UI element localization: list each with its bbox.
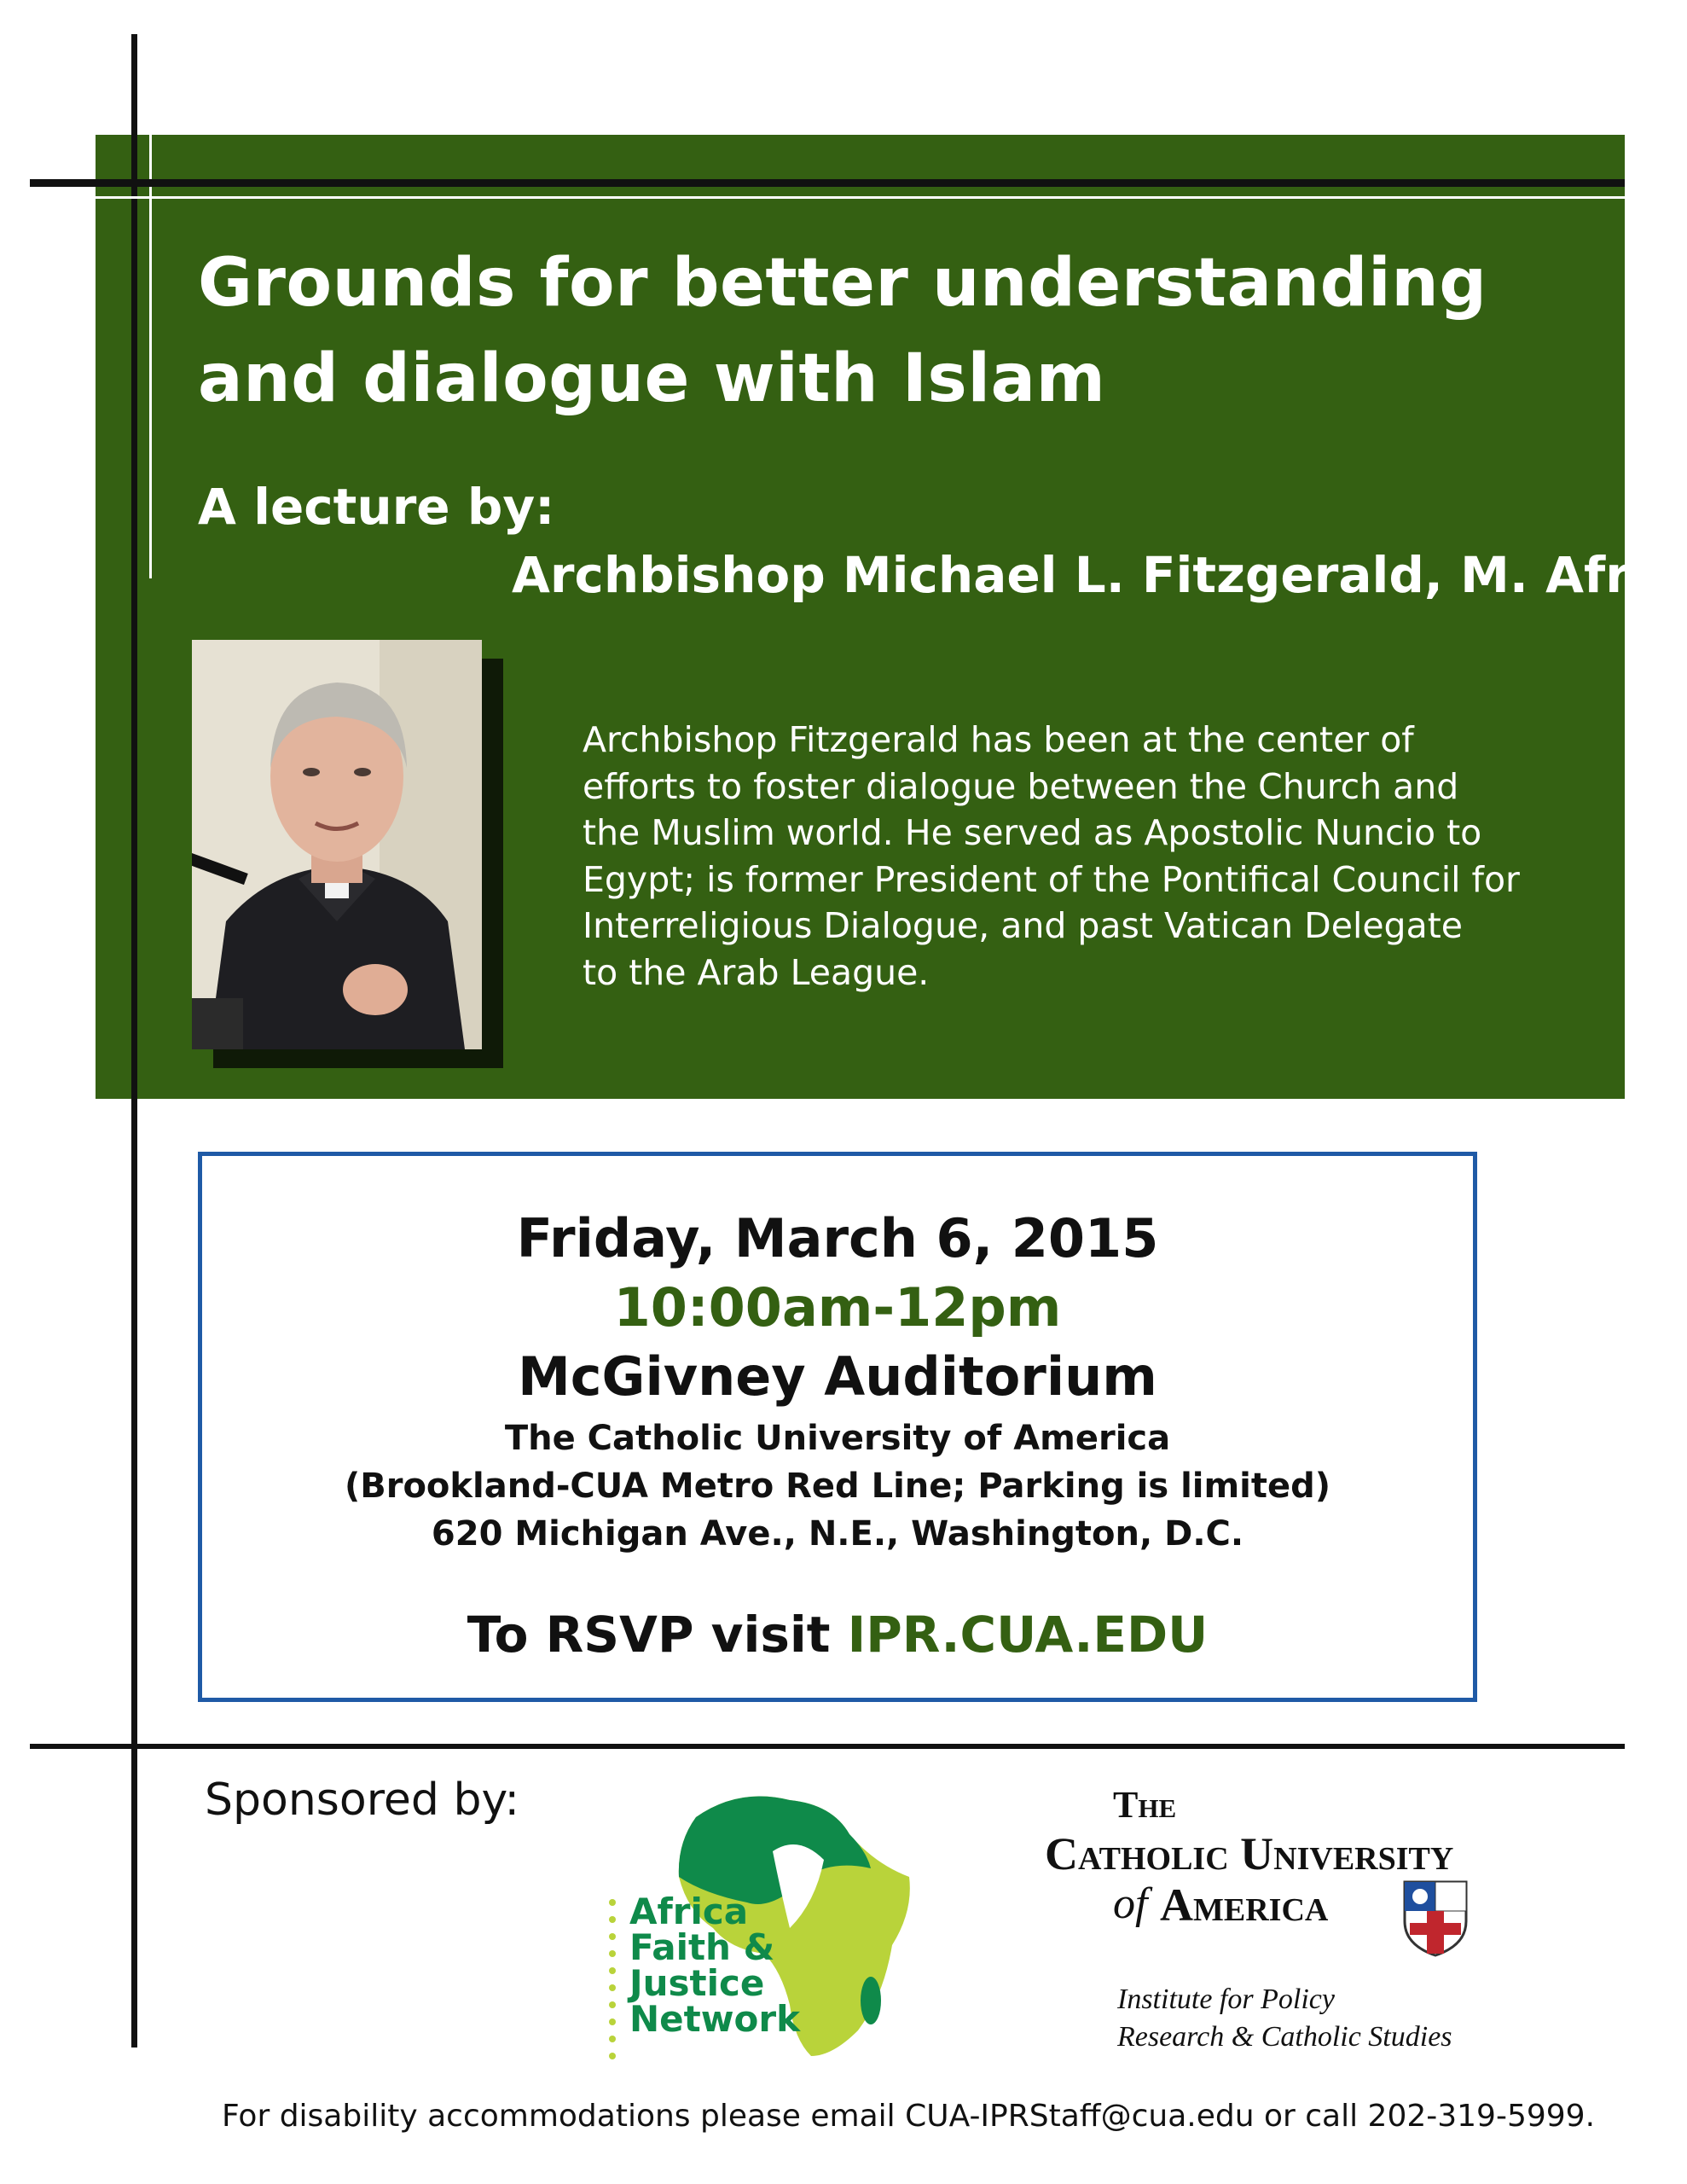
afjn-logo — [577, 1783, 952, 2082]
title-line-2: and dialogue with Islam — [198, 340, 1106, 417]
bio-line: Archbishop Fitzgerald has been at the center of — [583, 719, 1414, 760]
afjn-line-4: Network — [629, 1998, 801, 2040]
speaker-photo — [192, 640, 482, 1049]
cua-institute-line-2: Research & Catholic Studies — [1117, 2021, 1452, 2053]
event-transit: (Brookland-CUA Metro Red Line; Parking is limited) — [344, 1467, 1331, 1506]
afjn-wordmark — [629, 1891, 801, 2040]
title-line-1: Grounds for better understanding — [198, 245, 1487, 322]
event-time: 10:00am-12pm — [613, 1276, 1062, 1339]
horizontal-rule-top — [30, 179, 1625, 187]
cua-of: of — [1113, 1879, 1148, 1928]
event-venue: McGivney Auditorium — [518, 1345, 1157, 1408]
speaker-bio — [583, 717, 1580, 996]
speaker-portrait-image — [192, 640, 482, 1049]
speaker-name: Archbishop Michael L. Fitzgerald, M. Afr. — [512, 546, 1642, 604]
cua-institute-line-1: Institute for Policy — [1117, 1984, 1335, 2015]
vertical-rule-inner — [149, 135, 152, 578]
cua-name-line-2: America — [1160, 1879, 1329, 1931]
bio-line: Egypt; is former President of the Pontifical Council for — [583, 858, 1520, 900]
bio-line: Interreligious Dialogue, and past Vatican Delegate — [583, 905, 1464, 946]
event-institution: The Catholic University of America — [504, 1419, 1171, 1458]
event-info-box — [198, 1152, 1477, 1702]
afjn-line-1: Africa — [629, 1891, 749, 1932]
cua-logo — [1045, 1783, 1557, 2056]
afjn-line-3: Justice — [629, 1962, 765, 2004]
cua-the: The — [1113, 1784, 1177, 1826]
cua-name-line-1: Catholic University — [1045, 1828, 1454, 1879]
horizontal-rule-bottom — [30, 1744, 1625, 1749]
bio-line: efforts to foster dialogue between the Church and — [583, 765, 1459, 807]
sponsored-by-label: Sponsored by: — [205, 1774, 519, 1826]
cua-institute — [1117, 1981, 1452, 2056]
cua-shield-icon — [1401, 1879, 1470, 1957]
event-date: Friday, March 6, 2015 — [516, 1207, 1159, 1269]
rsvp-link[interactable]: IPR.CUA.EDU — [847, 1606, 1209, 1664]
afjn-line-2: Faith & — [629, 1926, 775, 1968]
bio-line: to the Arab League. — [583, 951, 930, 993]
lecture-by-label: A lecture by: — [198, 478, 555, 536]
footer-accessibility-note: For disability accommodations please email CUA-IPRStaff@cua.edu or call 202-319-5999. — [222, 2099, 1596, 2134]
event-address: 620 Michigan Ave., N.E., Washington, D.C. — [431, 1514, 1244, 1554]
horizontal-rule-top-inner — [96, 196, 1625, 199]
rsvp-line — [202, 1606, 1473, 1664]
page-title — [198, 235, 1562, 427]
rsvp-prefix: To RSVP visit — [467, 1606, 848, 1664]
bio-line: the Muslim world. He served as Apostolic Nuncio to — [583, 812, 1482, 853]
